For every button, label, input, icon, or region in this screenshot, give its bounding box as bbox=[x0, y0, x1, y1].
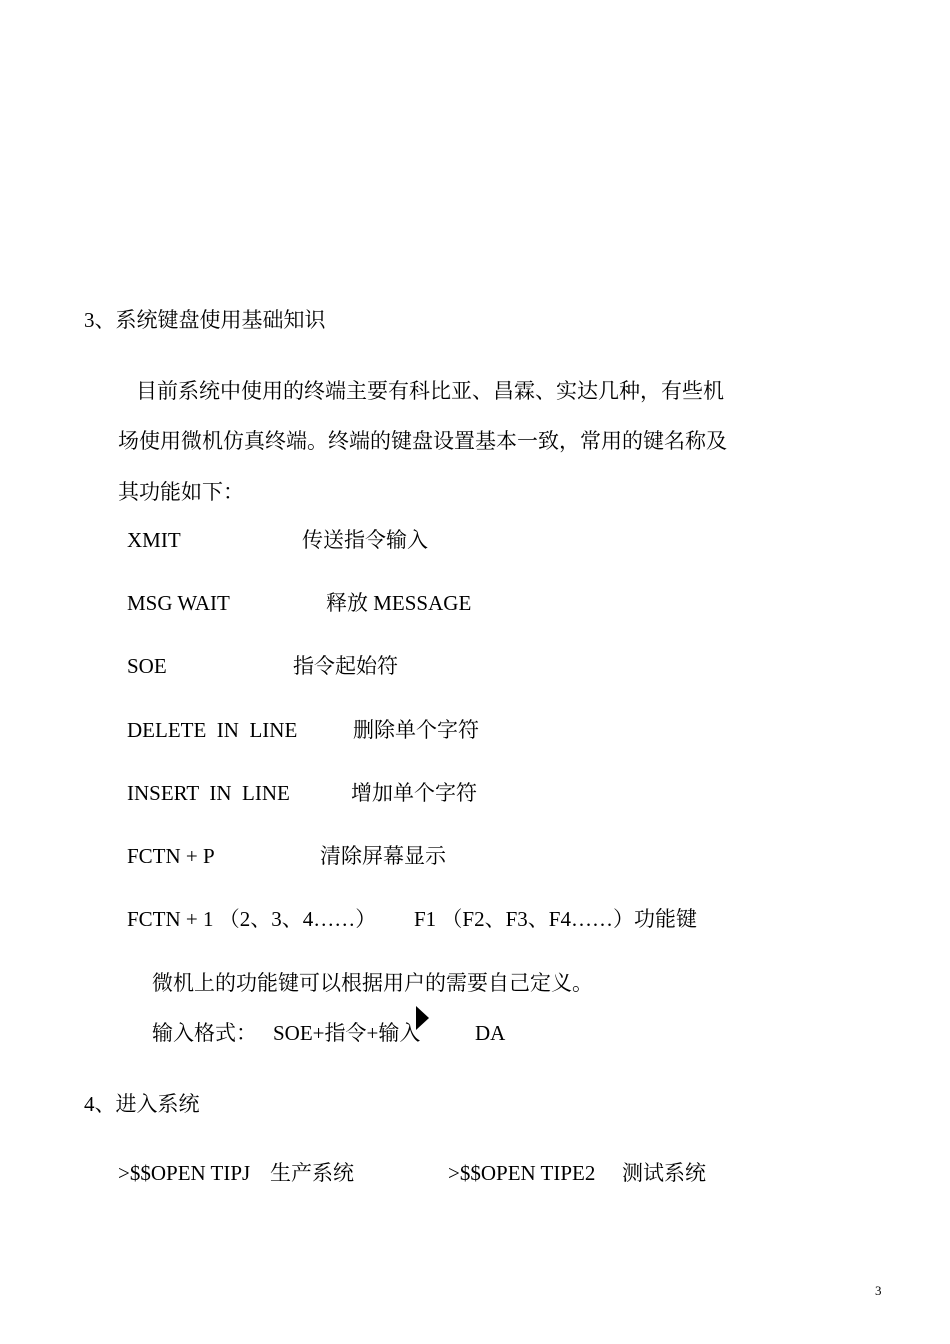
key-name-xmit: XMIT bbox=[127, 528, 181, 552]
function-key-note: 微机上的功能键可以根据用户的需要自己定义。 bbox=[152, 971, 593, 995]
intro-line-3: 其功能如下： bbox=[118, 480, 244, 504]
section-3-heading: 3、系统键盘使用基础知识 bbox=[84, 308, 326, 332]
page-number: 3 bbox=[875, 1283, 882, 1298]
key-name-fctn-p: FCTN + P bbox=[127, 844, 215, 868]
key-desc-insert-in-line: 增加单个字符 bbox=[351, 781, 477, 805]
key-desc-fctn-p: 清除屏幕显示 bbox=[320, 844, 446, 868]
key-desc-xmit: 传送指令输入 bbox=[302, 528, 428, 552]
intro-line-1: 目前系统中使用的终端主要有科比亚、昌霖、实达几种，有些机 bbox=[136, 379, 724, 403]
command-production-desc: 生产系统 bbox=[270, 1161, 354, 1185]
section-4-heading: 4、进入系统 bbox=[84, 1092, 200, 1116]
key-name-msg-wait: MSG WAIT bbox=[127, 591, 230, 615]
cursor-pointer-icon bbox=[416, 1006, 429, 1030]
key-name-delete-in-line: DELETE IN LINE bbox=[127, 718, 298, 742]
key-name-fctn-number: FCTN + 1 （2、3、4……） bbox=[127, 907, 377, 931]
key-desc-fctn-number: F1 （F2、F3、F4……）功能键 bbox=[414, 907, 697, 931]
key-desc-soe: 指令起始符 bbox=[293, 654, 398, 678]
command-test: >$$OPEN TIPE2 bbox=[448, 1161, 596, 1185]
key-name-insert-in-line: INSERT IN LINE bbox=[127, 781, 290, 805]
input-format-label: 输入格式： bbox=[152, 1021, 257, 1045]
command-test-desc: 测试系统 bbox=[622, 1161, 706, 1185]
key-name-soe: SOE bbox=[127, 654, 167, 678]
key-desc-msg-wait: 释放 MESSAGE bbox=[326, 591, 472, 615]
key-desc-delete-in-line: 删除单个字符 bbox=[353, 718, 479, 742]
command-production: >$$OPEN TIPJ bbox=[118, 1161, 251, 1185]
input-format-value: SOE+指令+输入 bbox=[273, 1021, 421, 1045]
intro-line-2: 场使用微机仿真终端。终端的键盘设置基本一致，常用的键名称及 bbox=[118, 429, 727, 453]
input-format-suffix: DA bbox=[475, 1021, 506, 1045]
